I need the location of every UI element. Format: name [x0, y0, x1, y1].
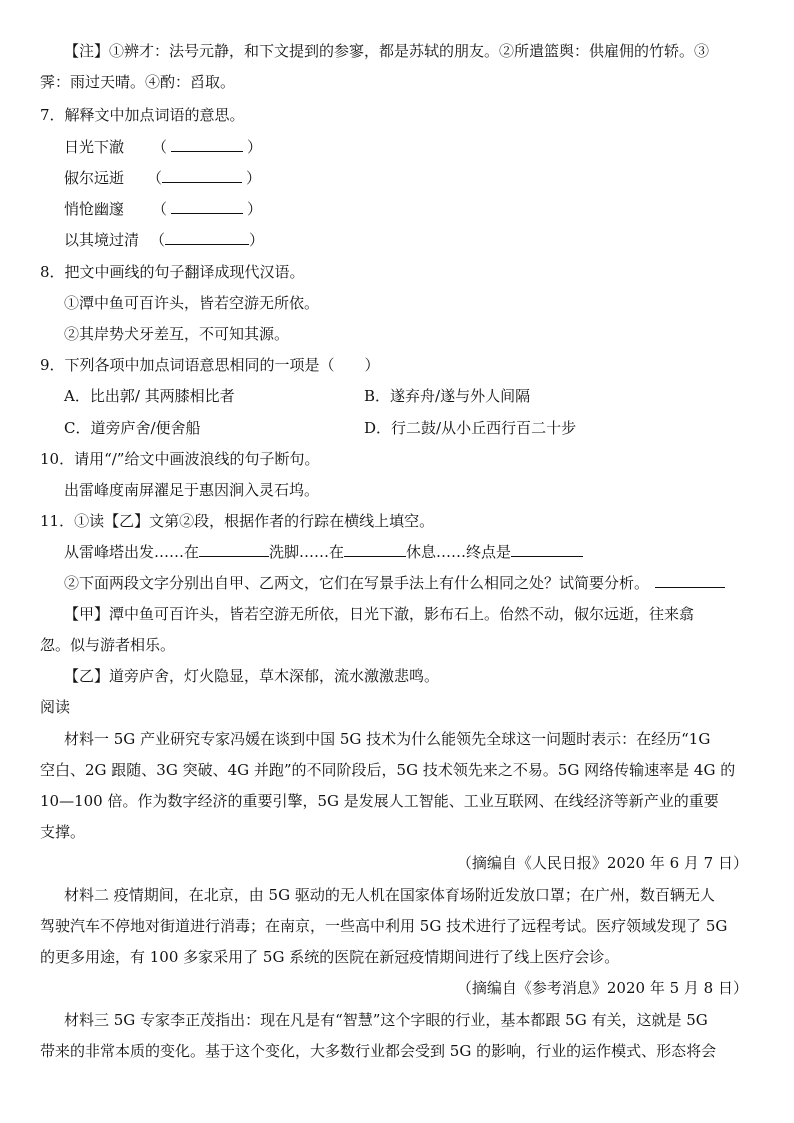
location-blank-2[interactable]	[344, 542, 406, 557]
q11-yi: 【乙】道旁庐舍，灯火隐显，草木深郁，流水激激悲鸣。	[64, 667, 440, 685]
fill-text: 从雷峰塔出发……在	[64, 543, 200, 561]
close-paren: ）	[246, 169, 262, 187]
fill-text: 洗脚……在	[269, 543, 345, 561]
q7-word: 俶尔远逝	[64, 169, 125, 187]
note-line-1: 【注】①辨才：法号元静，和下文提到的参寥，都是苏轼的朋友。②所遣篮舆：供雇佣的竹轿。③	[64, 42, 710, 60]
answer-blank[interactable]	[165, 230, 249, 245]
answer-blank[interactable]	[171, 199, 243, 214]
material-1-source: （摘编自《人民日报》2020 年 6 月 7 日）	[456, 854, 748, 872]
material-2-line: 驾驶汽车不停地对街道进行消毒；在南京，一些高中利用 5G 技术进行了远程考试。医疗领域发现了 5G	[40, 917, 728, 935]
q10-title: 10．请用“/”给文中画波浪线的句子断句。	[40, 450, 320, 468]
q8-sentence-2: ②其岸势犬牙差互，不可知其源。	[64, 325, 290, 343]
location-blank-1[interactable]	[199, 542, 269, 557]
material-2-line: 材料二 疫情期间，在北京，由 5G 驱动的无人机在国家体育场附近发放口罩；在广州，数百辆无人	[64, 886, 715, 904]
q7-answer-3[interactable]	[152, 199, 262, 219]
q8-sentence-1: ①潭中鱼可百许头，皆若空游无所依。	[64, 294, 320, 312]
q11-jia-line-2: 忽。似与游者相乐。	[40, 636, 176, 654]
note-line-2: 霁：雨过天晴。④酌：舀取。	[40, 73, 236, 91]
q9-option-c[interactable]: C．道旁庐舍/便舍船	[64, 419, 201, 437]
q7-answer-1[interactable]	[152, 137, 262, 157]
q9-option-b[interactable]: B．遂弃舟/遂与外人间隔	[364, 387, 531, 405]
material-1-line: 空白、2G 跟随、3G 突破、4G 并跑”的不同阶段后，5G 技术领先来之不易。5G 网络传输速率是 4G 的	[40, 761, 736, 779]
q8-title: 8．把文中画线的句子翻译成现代汉语。	[40, 263, 305, 281]
location-blank-3[interactable]	[511, 542, 583, 557]
q7-item-1	[64, 137, 124, 157]
open-paren: （	[147, 169, 163, 187]
open-paren: （	[152, 138, 168, 156]
q11-title: 11．①读【乙】文第②段，根据作者的行踪在横线上填空。	[40, 512, 435, 530]
q11-part2	[64, 573, 725, 593]
q7-word: 悄怆幽邃	[64, 200, 125, 218]
q7-word: 以其境过清	[64, 231, 140, 249]
analysis-blank[interactable]	[655, 573, 725, 588]
q7-answer-4[interactable]	[150, 230, 264, 250]
material-2-source: （摘编自《参考消息》2020 年 5 月 8 日）	[456, 979, 748, 997]
answer-blank[interactable]	[171, 137, 243, 152]
q7-answer-2[interactable]	[147, 168, 261, 188]
close-paren: ）	[249, 231, 265, 249]
fill-text: 休息……终点是	[406, 543, 512, 561]
material-3-line: 带来的非常本质的变化。基于这个变化，大多数行业都会受到 5G 的影响，行业的运作模式、形态将会	[40, 1042, 717, 1060]
q7-item-4	[64, 230, 139, 250]
q7-item-2	[64, 168, 124, 188]
answer-blank[interactable]	[162, 168, 242, 183]
q7-word: 日光下澈	[64, 138, 125, 156]
q11-fill-line	[64, 542, 583, 562]
material-2-line: 的更多用途，有 100 多家采用了 5G 系统的医院在新冠疫情期间进行了线上医疗会诊。	[40, 948, 620, 966]
q9-title: 9．下列各项中加点词语意思相同的一项是（ ）	[40, 356, 380, 374]
q11-part2-text: ②下面两段文字分别出自甲、乙两文，它们在写景手法上有什么相同之处？试简要分析。	[64, 574, 650, 592]
open-paren: （	[152, 200, 168, 218]
material-1-line: 10—100 倍。作为数字经济的重要引擎，5G 是发展人工智能、工业互联网、在线经济等新产业的重要	[40, 792, 719, 810]
close-paren: ）	[247, 200, 263, 218]
q9-option-d[interactable]: D．行二鼓/从小丘西行百二十步	[364, 419, 577, 437]
q10-sentence: 出雷峰度南屏濯足于惠因涧入灵石坞。	[64, 481, 320, 499]
reading-heading: 阅读	[40, 698, 71, 716]
material-1-line: 支撑。	[40, 823, 86, 841]
q9-option-a[interactable]: A．比出郭/ 其两膝相比者	[64, 387, 235, 405]
open-paren: （	[150, 231, 166, 249]
q11-jia-line-1: 【甲】潭中鱼可百许头，皆若空游无所依，日光下澈，影布石上。佁然不动，俶尔远逝，往来翕	[64, 605, 695, 623]
q7-item-3	[64, 199, 124, 219]
material-3-line: 材料三 5G 专家李正茂指出：现在凡是有“智慧”这个字眼的行业，基本都跟 5G 有关，这就是 5G	[64, 1011, 708, 1029]
material-1-line: 材料一 5G 产业研究专家冯媛在谈到中国 5G 技术为什么能领先全球这一问题时表示：在经历“1G	[64, 730, 711, 748]
q7-title: 7．解释文中加点词语的意思。	[40, 106, 245, 124]
close-paren: ）	[247, 138, 263, 156]
